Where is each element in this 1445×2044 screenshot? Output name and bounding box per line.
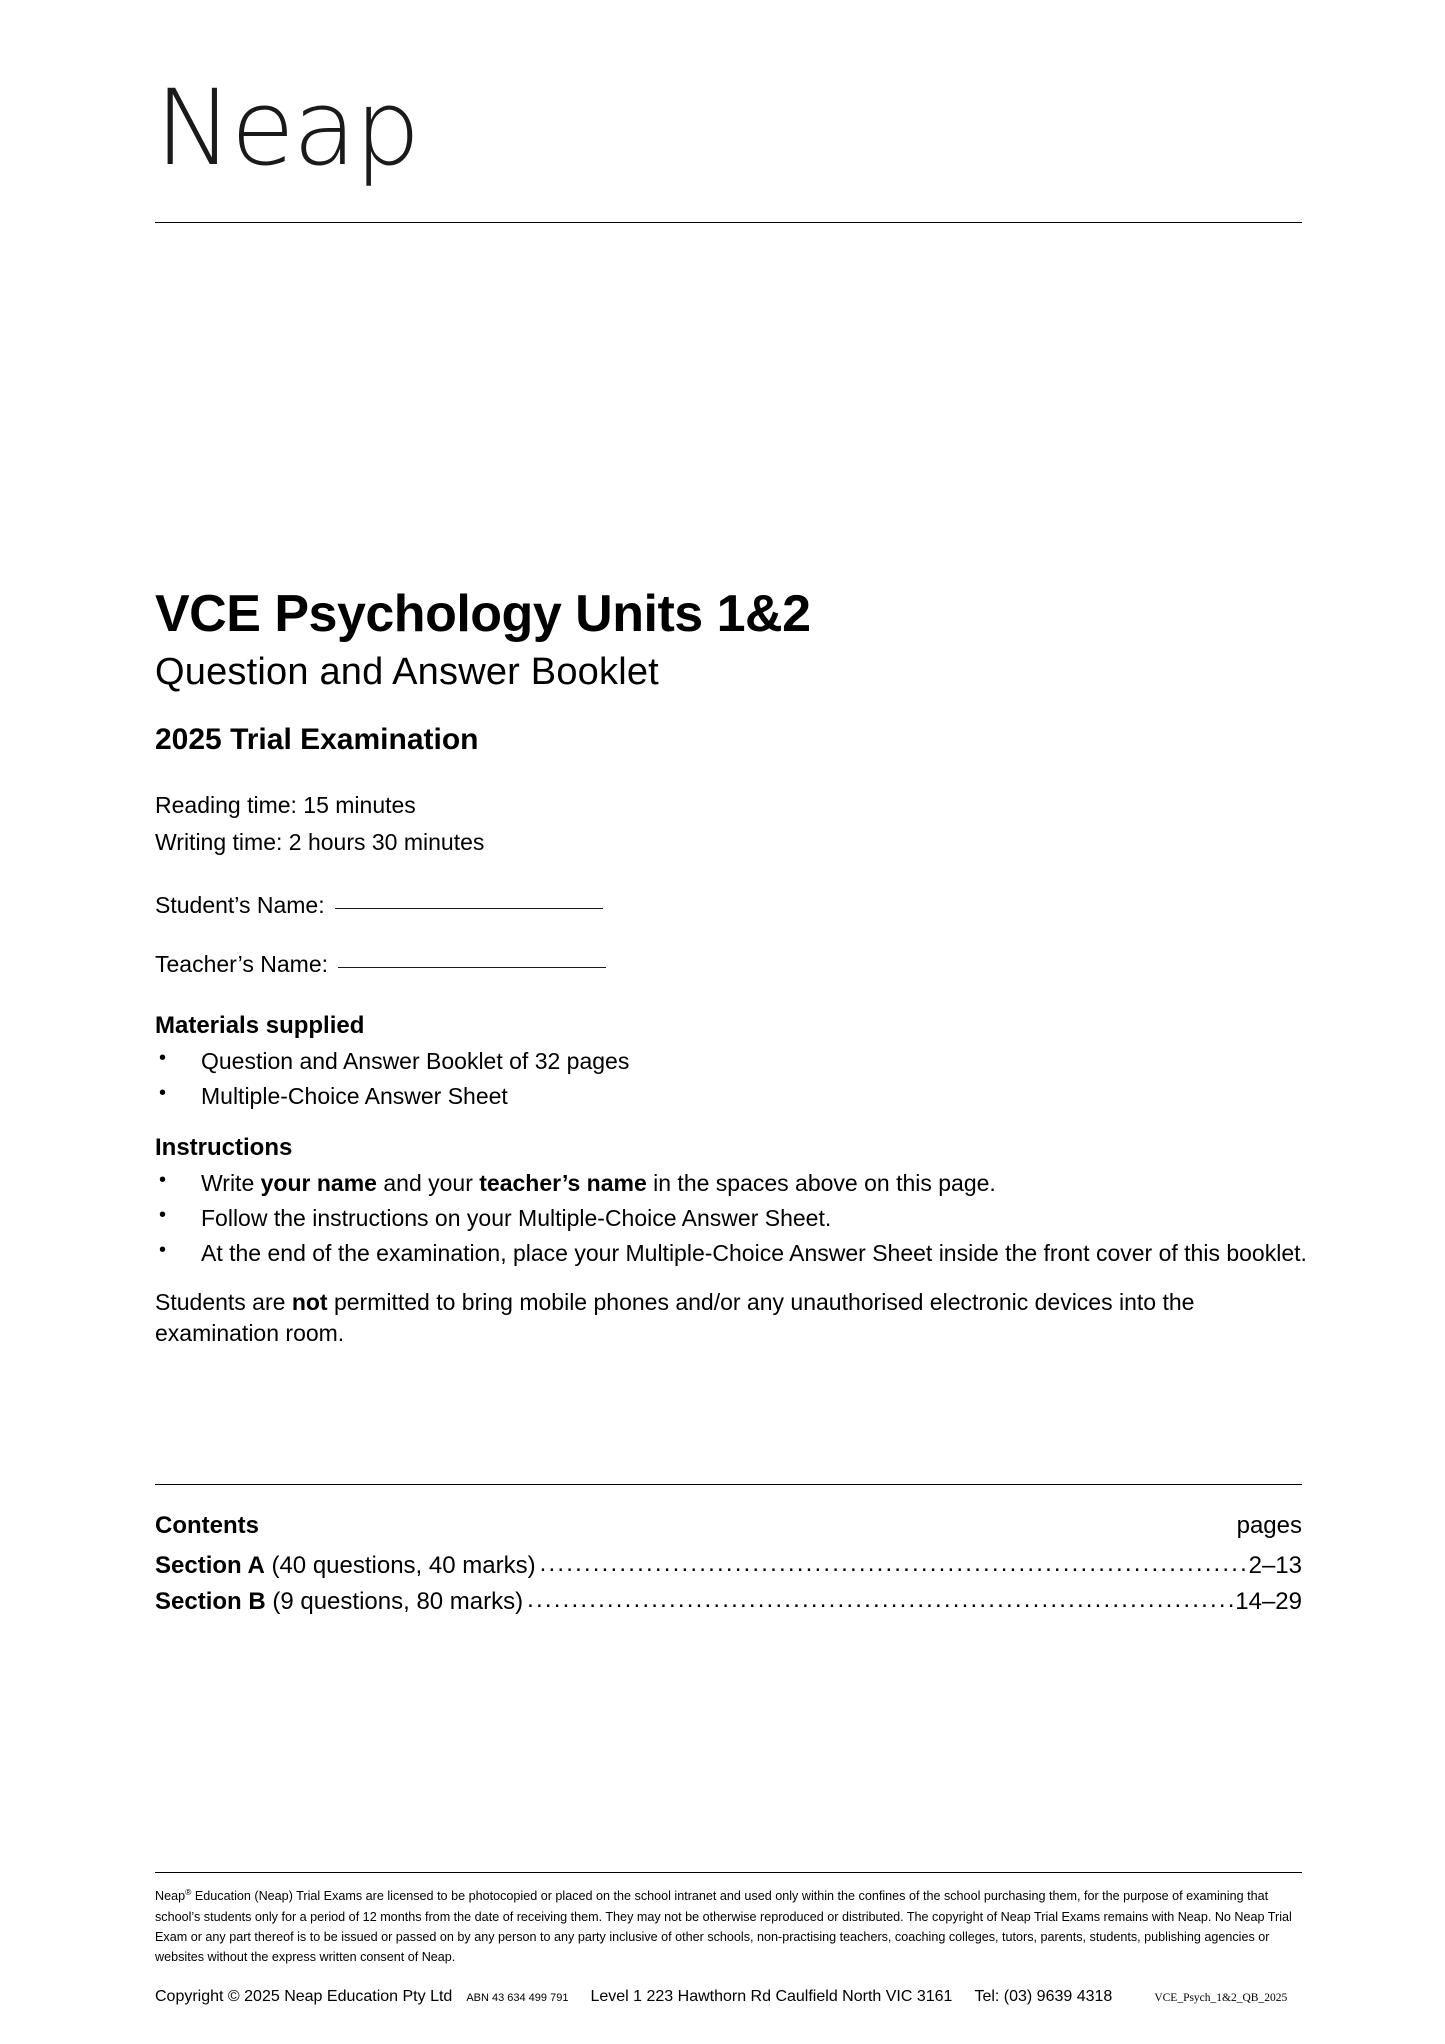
contents-row-label: Section A (40 questions, 40 marks) bbox=[155, 1552, 536, 1579]
teacher-name-label: Teacher’s Name: bbox=[155, 950, 329, 977]
footer-divider bbox=[155, 1872, 1302, 1873]
contents-row-pages: 2–13 bbox=[1248, 1552, 1302, 1579]
abn-text: ABN 43 634 499 791 bbox=[466, 1991, 569, 2004]
plain-text: in the spaces above on this page. bbox=[646, 1169, 996, 1196]
footer-legal-text: Neap® Education (Neap) Trial Exams are licensed to be photocopied or placed on the school intranet and used only within the confines of the school purchasing them, for the purpose of examining that school’s students only for a period of 12 months from the date of receiving them. They may not be otherwise reproduced or distributed. The copyright of Neap Trial Exams remains with Neap. No Neap Trial Exam or any part thereof is to be issued or passed on by any person to any party inclusive of other schools, non-practising teachers, coaching colleges, tutors, parents, students, publishing agencies or websites without the express written consent of Neap. bbox=[155, 1887, 1292, 1965]
table-row[interactable] bbox=[155, 1548, 1302, 1584]
address-text: Level 1 223 Hawthorn Rd Caulfield North VIC 3161 bbox=[590, 1987, 953, 2005]
contents-heading: Contents bbox=[155, 1512, 259, 1539]
contents-row-label: Section B (9 questions, 80 marks) bbox=[155, 1588, 524, 1615]
plain-text: At the end of the examination, place your Multiple-Choice Answer Sheet inside the front cover of this booklet. bbox=[201, 1239, 1307, 1266]
materials-list bbox=[155, 1046, 1315, 1112]
contents-row-pages: 14–29 bbox=[1235, 1588, 1302, 1615]
plain-text: Write bbox=[201, 1169, 261, 1196]
materials-heading: Materials supplied bbox=[155, 1011, 365, 1039]
dot-leader bbox=[540, 1546, 1248, 1582]
contents-header-row bbox=[155, 1512, 1302, 1540]
electronic-devices-note bbox=[155, 1287, 1307, 1348]
page-title: VCE Psychology Units 1&2 bbox=[155, 585, 811, 643]
emphasis-text: not bbox=[291, 1288, 328, 1315]
plain-text: Follow the instructions on your Multiple-Choice Answer Sheet. bbox=[201, 1204, 832, 1231]
exam-year-heading: 2025 Trial Examination bbox=[155, 722, 479, 756]
dot-leader bbox=[527, 1582, 1234, 1618]
student-name-rule[interactable] bbox=[335, 908, 603, 909]
telephone-text: Tel: (03) 9639 4318 bbox=[974, 1987, 1113, 2005]
list-item bbox=[155, 1238, 1315, 1269]
contents-section bbox=[155, 1512, 1302, 1620]
table-row[interactable] bbox=[155, 1584, 1302, 1620]
list-item bbox=[155, 1168, 1315, 1199]
list-item: • Multiple-Choice Answer Sheet bbox=[155, 1081, 1315, 1112]
list-item: • Question and Answer Booklet of 32 pages bbox=[155, 1046, 1315, 1077]
contents-pages-label: pages bbox=[1236, 1512, 1302, 1539]
student-name-field[interactable] bbox=[155, 892, 1315, 919]
plain-text: and your bbox=[376, 1169, 480, 1196]
footer-meta-row bbox=[155, 1988, 1315, 2006]
contents-rows bbox=[155, 1548, 1302, 1620]
instructions-heading: Instructions bbox=[155, 1133, 293, 1161]
student-name-label: Student’s Name: bbox=[155, 891, 325, 918]
plain-text: Students are bbox=[155, 1288, 292, 1315]
plain-text: permitted to bring mobile phones and/or any unauthorised electronic devices into the examination room. bbox=[155, 1288, 1195, 1346]
contents-divider bbox=[155, 1484, 1302, 1485]
emphasis-text: teacher’s name bbox=[479, 1169, 647, 1196]
list-item bbox=[155, 1203, 1315, 1234]
teacher-name-field[interactable] bbox=[155, 951, 1315, 978]
document-code: VCE_Psych_1&2_QB_2025 bbox=[1154, 1991, 1288, 2004]
copyright-text: Copyright © 2025 Neap Education Pty Ltd bbox=[155, 1987, 453, 2005]
page-subtitle: Question and Answer Booklet bbox=[155, 651, 659, 694]
instructions-list bbox=[155, 1168, 1315, 1269]
writing-time: Writing time: 2 hours 30 minutes bbox=[155, 828, 485, 855]
footer bbox=[155, 1886, 1315, 2006]
emphasis-text: your name bbox=[260, 1169, 377, 1196]
masthead bbox=[155, 67, 1295, 189]
reading-time: Reading time: 15 minutes bbox=[155, 791, 416, 818]
teacher-name-rule[interactable] bbox=[338, 967, 606, 968]
neap-logo: Neap bbox=[155, 67, 419, 189]
masthead-divider bbox=[155, 222, 1302, 223]
title-block bbox=[155, 585, 1315, 1348]
registered-trademark-icon: ® bbox=[185, 1887, 192, 1897]
